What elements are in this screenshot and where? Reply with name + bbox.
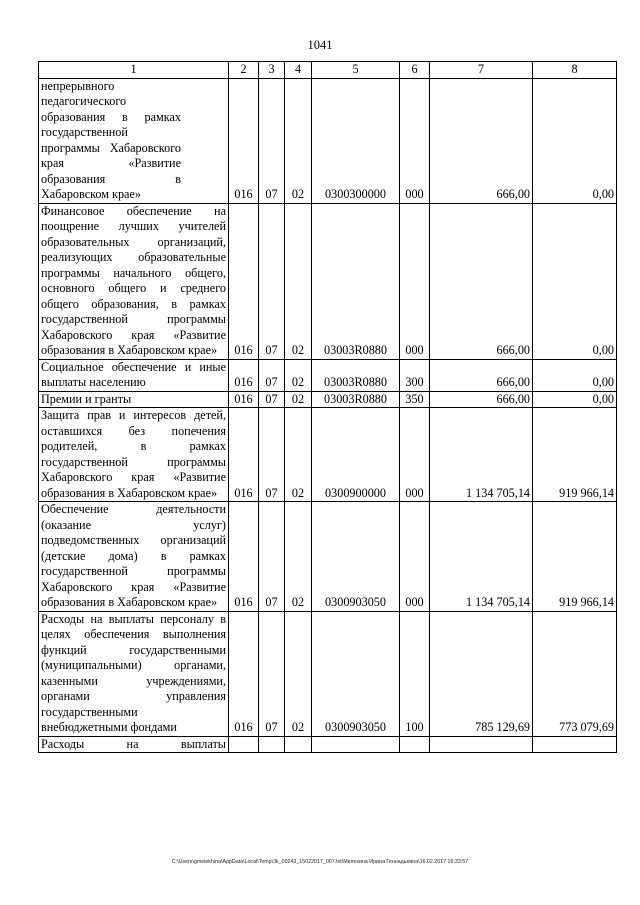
section-cell: 07 [259,359,285,391]
header-cell: 3 [259,62,285,79]
table-row [39,611,617,736]
expense-type-cell: 000 [400,408,430,502]
table-row [39,408,617,502]
page-number: 1041 [307,38,333,52]
expense-name-cell [39,78,229,203]
subsection-cell: 02 [285,391,312,408]
target-article-cell: 0300900000 [312,408,400,502]
target-article-cell: 03003R0880 [312,391,400,408]
subsection-cell: 02 [285,611,312,736]
expense-name: Расходы на выплаты персоналу в целях обеспечения выполнения функций государственными (муниципальными) органами, казенными учреждениями, органами управления государственными внебюджетными фондами [41,611,226,734]
header-cell: 7 [430,62,533,79]
table-header-row [39,62,617,79]
amount-cell: 666,00 [430,203,533,359]
subsection-cell [285,736,312,753]
amount-cell [430,736,533,753]
ministry-code-cell: 016 [229,611,259,736]
table-row [39,78,617,203]
expense-name: Финансовое обеспечение на поощрение лучших учителей образовательных организаций, реализующих образовательные программы начального общего, основного общего и среднего общего образования, в рамках государственной программы Хабаровского края «Развитие образования в Хабаровском крае» [41,203,226,357]
ministry-code-cell: 016 [229,391,259,408]
table-row [39,736,617,753]
amount-cell: 0,00 [533,203,617,359]
amount-cell: 666,00 [430,78,533,203]
subsection-cell: 02 [285,78,312,203]
amount-cell: 666,00 [430,391,533,408]
header-cell: 2 [229,62,259,79]
expense-type-cell: 000 [400,502,430,612]
header-cell: 5 [312,62,400,79]
budget-table [38,61,617,753]
target-article-cell: 03003R0880 [312,359,400,391]
document-footer-path: C:\Users\gmelekhina\AppData\Local\Temp\3k_00243_15022017_007.txt\Мелехина Ирина Геннадьевна\16.02.2017 16:33:57 [171,859,469,865]
expense-name-cell [39,736,229,753]
expense-name-cell [39,391,229,408]
expense-type-cell: 350 [400,391,430,408]
header-cell: 6 [400,62,430,79]
header-cell: 1 [39,62,229,79]
ministry-code-cell: 016 [229,359,259,391]
table-row [39,391,617,408]
header-cell: 4 [285,62,312,79]
section-cell: 07 [259,611,285,736]
expense-type-cell: 100 [400,611,430,736]
amount-cell: 0,00 [533,391,617,408]
expense-name: Расходы на выплаты [41,736,226,751]
expense-name: Социальное обеспечение и иные выплаты населению [41,359,226,389]
section-cell: 07 [259,502,285,612]
target-article-cell [312,736,400,753]
table-row [39,203,617,359]
table-row [39,359,617,391]
subsection-cell: 02 [285,359,312,391]
amount-cell: 666,00 [430,359,533,391]
section-cell: 07 [259,391,285,408]
section-cell [259,736,285,753]
amount-cell: 919 966,14 [533,408,617,502]
target-article-cell: 03003R0880 [312,203,400,359]
expense-name-cell [39,611,229,736]
amount-cell [533,736,617,753]
section-cell: 07 [259,408,285,502]
ministry-code-cell [229,736,259,753]
section-cell: 07 [259,78,285,203]
expense-name-cell [39,359,229,391]
target-article-cell: 0300300000 [312,78,400,203]
amount-cell: 785 129,69 [430,611,533,736]
section-cell: 07 [259,203,285,359]
expense-name: непрерывного педагогического образования в рамках государственной программы Хабаровского края «Развитие образования в Хабаровском крае» [41,78,181,201]
ministry-code-cell: 016 [229,408,259,502]
expense-type-cell: 000 [400,203,430,359]
expense-name-cell [39,502,229,612]
expense-type-cell: 300 [400,359,430,391]
subsection-cell: 02 [285,408,312,502]
target-article-cell: 0300903050 [312,502,400,612]
amount-cell: 919 966,14 [533,502,617,612]
amount-cell: 1 134 705,14 [430,502,533,612]
ministry-code-cell: 016 [229,502,259,612]
expense-type-cell: 000 [400,78,430,203]
amount-cell: 0,00 [533,78,617,203]
amount-cell: 0,00 [533,359,617,391]
subsection-cell: 02 [285,203,312,359]
expense-name-cell [39,408,229,502]
ministry-code-cell: 016 [229,203,259,359]
expense-name: Премии и гранты [41,391,132,406]
subsection-cell: 02 [285,502,312,612]
expense-name-cell [39,203,229,359]
expense-name: Обеспечение деятельности (оказание услуг) подведомственных организаций (детские дома) в рамках государственной программы Хабаровского края «Развитие образования в Хабаровском крае» [41,502,226,609]
amount-cell: 1 134 705,14 [430,408,533,502]
header-cell: 8 [533,62,617,79]
expense-name: Защита прав и интересов детей, оставшихся без попечения родителей, в рамках государственной программы Хабаровского края «Развитие образования в Хабаровском крае» [41,408,226,500]
amount-cell: 773 079,69 [533,611,617,736]
table-row [39,502,617,612]
ministry-code-cell: 016 [229,78,259,203]
target-article-cell: 0300903050 [312,611,400,736]
expense-type-cell [400,736,430,753]
